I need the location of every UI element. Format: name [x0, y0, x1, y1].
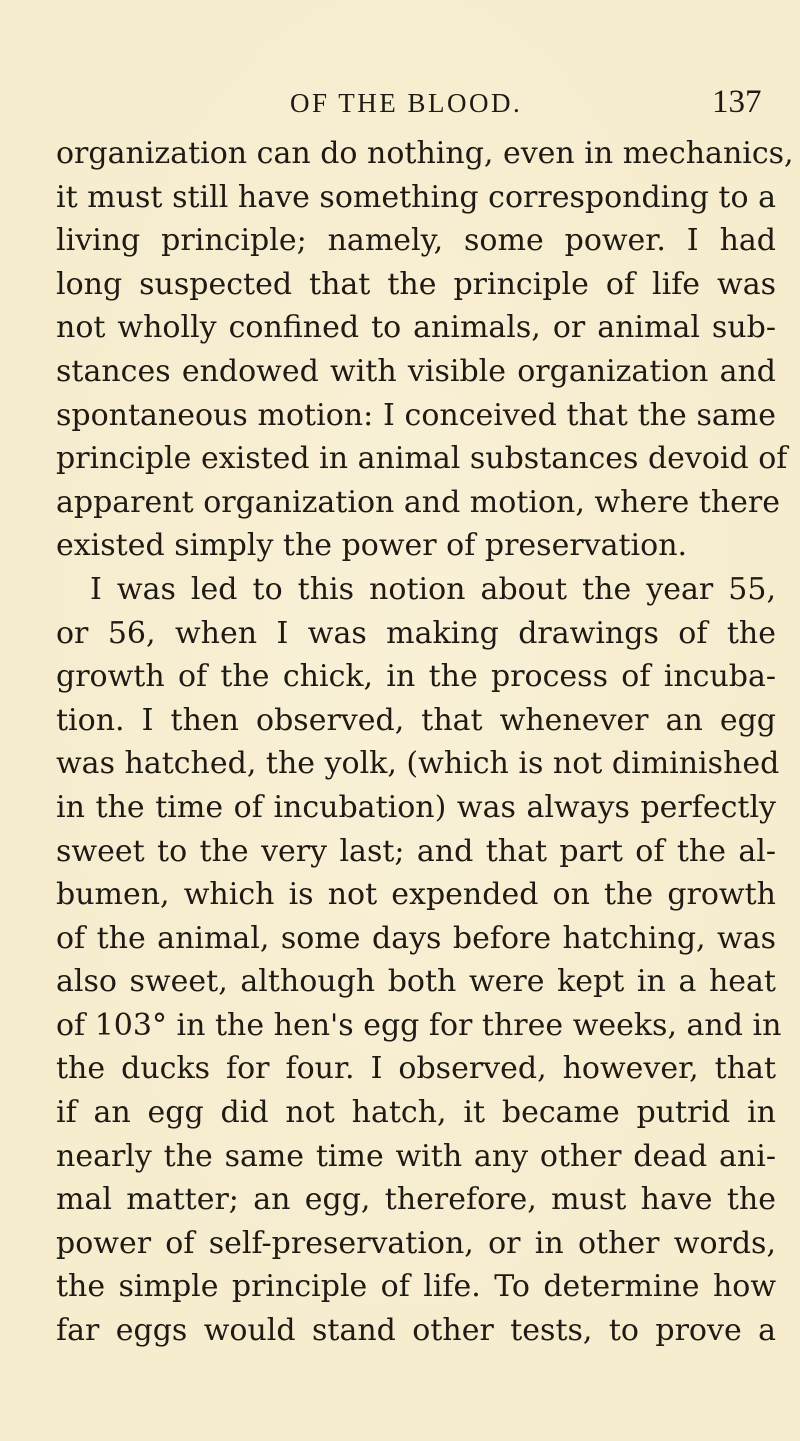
text-line: of 103° in the hen's egg for three weeks, and in [56, 1007, 782, 1043]
text-line: apparent organization and motion, where there [56, 484, 781, 520]
text-line: long suspected that the principle of life was [56, 266, 776, 302]
text-line: not wholly confined to animals, or animal sub- [56, 310, 776, 346]
text-line: living principle; namely, some power. I had [56, 223, 776, 259]
page-header [0, 84, 800, 128]
running-head: OF THE BLOOD. [290, 88, 523, 118]
text-line: tion. I then observed, that whenever an egg [56, 702, 776, 738]
text-line: the simple principle of life. To determine how [56, 1269, 776, 1305]
text-line: it must still have something corresponding to a [56, 179, 776, 215]
text-line: if an egg did not hatch, it became putrid in [56, 1095, 776, 1131]
text-line: of the animal, some days before hatching, was [56, 920, 776, 956]
text-line: sweet to the very last; and that part of the al- [56, 833, 776, 869]
text-line: spontaneous motion: I conceived that the same [56, 397, 776, 433]
text-line: organization can do nothing, even in mechanics, [56, 136, 794, 171]
text-line: I was led to this notion about the year 55, [90, 571, 776, 607]
text-line: was hatched, the yolk, (which is not diminished [56, 746, 780, 782]
text-line: bumen, which is not expended on the growth [56, 877, 776, 913]
text-line: existed simply the power of preservation. [56, 528, 688, 564]
body-text [56, 132, 794, 1353]
text-line: nearly the same time with any other dead ani- [56, 1138, 776, 1174]
text-line: or 56, when I was making drawings of the [56, 615, 776, 651]
text-line: power of self-preservation, or in other words, [56, 1225, 776, 1261]
text-line: the ducks for four. I observed, however, that [56, 1051, 776, 1087]
text-line: mal matter; an egg, therefore, must have the [56, 1182, 776, 1218]
text-line: stances endowed with visible organization and [56, 353, 776, 389]
text-line: in the time of incubation) was always perfectly [56, 789, 776, 825]
text-line: far eggs would stand other tests, to prove a [56, 1313, 776, 1349]
text-line: principle existed in animal substances devoid of [56, 441, 788, 477]
text-line: growth of the chick, in the process of incuba- [56, 659, 776, 695]
page-number: 137 [712, 84, 762, 120]
text-line: also sweet, although both were kept in a heat [56, 964, 776, 1000]
